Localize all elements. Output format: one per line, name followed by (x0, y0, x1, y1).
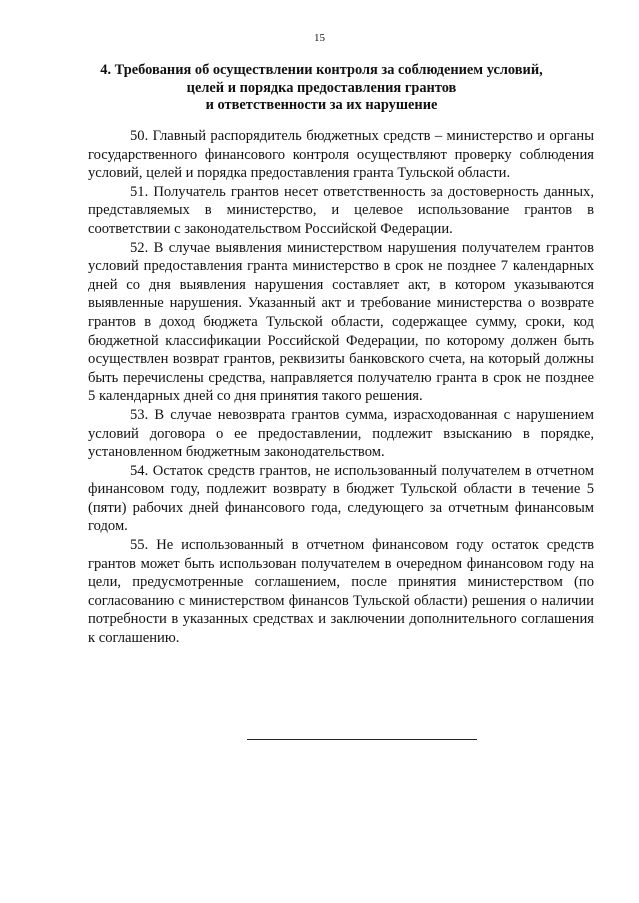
paragraph-52: 52. В случае выявления министерством нарушения получателем грантов условий предоставления гранта министерство в срок не позднее 7 календарных дней со дня выявления нарушения составляет акт, в котором указываются выявленные нарушения. Указанный акт и требование министерства о возврате грантов в доход бюджета Тульской области, содержащее сумму, сроки, код бюджетной классификации Российской Федерации, по которому должен быть осуществлен возврат грантов, реквизиты банковского счета, на который должны быть перечислены средства, направляется получателю гранта в срок не позднее 5 календарных дней со дня принятия такого решения. (88, 239, 594, 405)
section-heading (90, 62, 553, 115)
paragraph-55: 55. Не использованный в отчетном финансовом году остаток средств грантов может быть использован получателем в очередном финансовом году на цели, предусмотренные соглашением, после принятия министерством (по согласованию с министерством финансов Тульской области) решения о наличии потребности в указанных средствах и заключении дополнительного соглашения к соглашению. (88, 537, 594, 647)
paragraph-50: 50. Главный распорядитель бюджетных средств – министерство и органы государственного финансового контроля осуществляют проверку соблюдения условий, целей и порядка предоставления гранта Тульской области. (88, 128, 594, 182)
closing-divider-line (247, 739, 477, 740)
paragraph-51: 51. Получатель грантов несет ответственность за достоверность данных, представляемых в министерство, и целевое использование грантов в соответствии с законодательством Российской Федерации. (88, 183, 594, 237)
section-heading-line: и ответственности за их нарушение (205, 97, 438, 113)
section-heading-line: целей и порядка предоставления грантов (186, 79, 457, 96)
document-body (88, 127, 594, 648)
paragraph-53: 53. В случае невозврата грантов сумма, израсходованная с нарушением условий договора о ее предоставлении, подлежит взысканию в порядке, установленном бюджетным законодательством. (88, 406, 594, 461)
paragraph-54: 54. Остаток средств грантов, не использованный получателем в отчетном финансовом году, подлежит возврату в бюджет Тульской области в течение 5 (пяти) рабочих дней финансового года, следующего за отчетным финансовым годом. (88, 462, 594, 535)
page-number: 15 (314, 32, 325, 44)
section-heading-line: 4. Требования об осуществлении контроля за соблюдением условий, (100, 62, 543, 78)
